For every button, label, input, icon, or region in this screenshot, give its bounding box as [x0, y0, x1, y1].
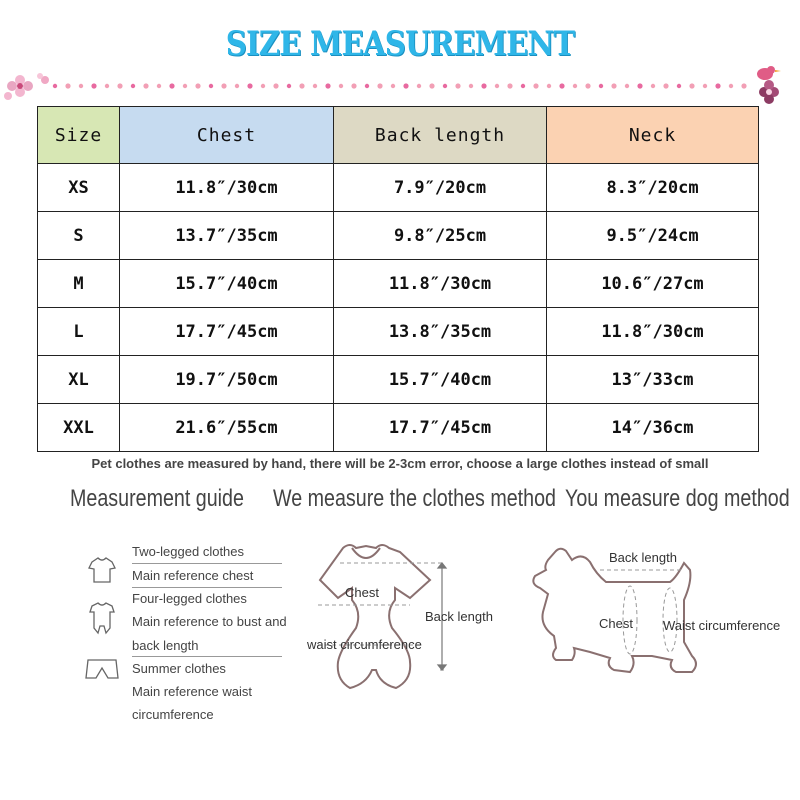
guide-two-legged: Two-legged clothes — [132, 544, 245, 559]
guide-four-legged: Four-legged clothes — [132, 591, 247, 606]
cell-neck: 13″/33cm — [547, 356, 759, 404]
guide-title: Measurement guide — [70, 485, 244, 512]
cell-neck: 8.3″/20cm — [547, 164, 759, 212]
clothes-method-title: We measure the clothes method — [273, 485, 556, 512]
guide-four-legged-ref-2: back length — [132, 638, 199, 653]
cell-size: L — [38, 308, 120, 356]
guide-two-legged-ref: Main reference chest — [132, 568, 254, 583]
cell-size: S — [38, 212, 120, 260]
label-back-length: Back length — [425, 609, 493, 624]
header-chest: Chest — [120, 107, 334, 164]
dog-label-back-length: Back length — [609, 550, 677, 565]
guide-summer: Summer clothes — [132, 661, 226, 676]
cell-chest: 15.7″/40cm — [120, 260, 334, 308]
cell-size: M — [38, 260, 120, 308]
cell-neck: 11.8″/30cm — [547, 308, 759, 356]
cell-chest: 11.8″/30cm — [120, 164, 334, 212]
guide-summer-ref-1: Main reference waist — [132, 684, 252, 699]
cell-back-length: 17.7″/45cm — [334, 404, 547, 452]
clothes-outline — [320, 545, 430, 688]
cell-back-length: 7.9″/20cm — [334, 164, 547, 212]
cell-back-length: 11.8″/30cm — [334, 260, 547, 308]
cell-back-length: 13.8″/35cm — [334, 308, 547, 356]
cell-neck: 9.5″/24cm — [547, 212, 759, 260]
measurement-note: Pet clothes are measured by hand, there will be 2-3cm error, choose a large clothes instead of small — [91, 456, 709, 471]
header-size: Size — [38, 107, 120, 164]
cell-chest: 17.7″/45cm — [120, 308, 334, 356]
cell-chest: 19.7″/50cm — [120, 356, 334, 404]
header-back-length: Back length — [334, 107, 547, 164]
dog-label-waist: Waist circumference — [663, 618, 781, 633]
page-title: SIZE MEASUREMENT — [225, 24, 575, 64]
label-waist: waist circumference — [307, 637, 422, 652]
cell-neck: 10.6″/27cm — [547, 260, 759, 308]
cell-back-length: 9.8″/25cm — [334, 212, 547, 260]
shorts-icon — [86, 660, 118, 678]
dog-outline — [533, 549, 696, 672]
guide-four-legged-ref-1: Main reference to bust and — [132, 614, 287, 629]
cell-chest: 13.7″/35cm — [120, 212, 334, 260]
guide-summer-ref-2: circumference — [132, 707, 214, 722]
cell-neck: 14″/36cm — [547, 404, 759, 452]
label-chest: Chest — [345, 585, 379, 600]
dog-label-chest: Chest — [599, 616, 633, 631]
jumpsuit-icon — [90, 603, 114, 633]
cell-size: XXL — [38, 404, 120, 452]
cell-chest: 21.6″/55cm — [120, 404, 334, 452]
cell-back-length: 15.7″/40cm — [334, 356, 547, 404]
tshirt-icon — [89, 558, 115, 582]
cell-size: XS — [38, 164, 120, 212]
cell-size: XL — [38, 356, 120, 404]
dog-method-title: You measure dog method — [565, 485, 790, 512]
header-neck: Neck — [547, 107, 759, 164]
